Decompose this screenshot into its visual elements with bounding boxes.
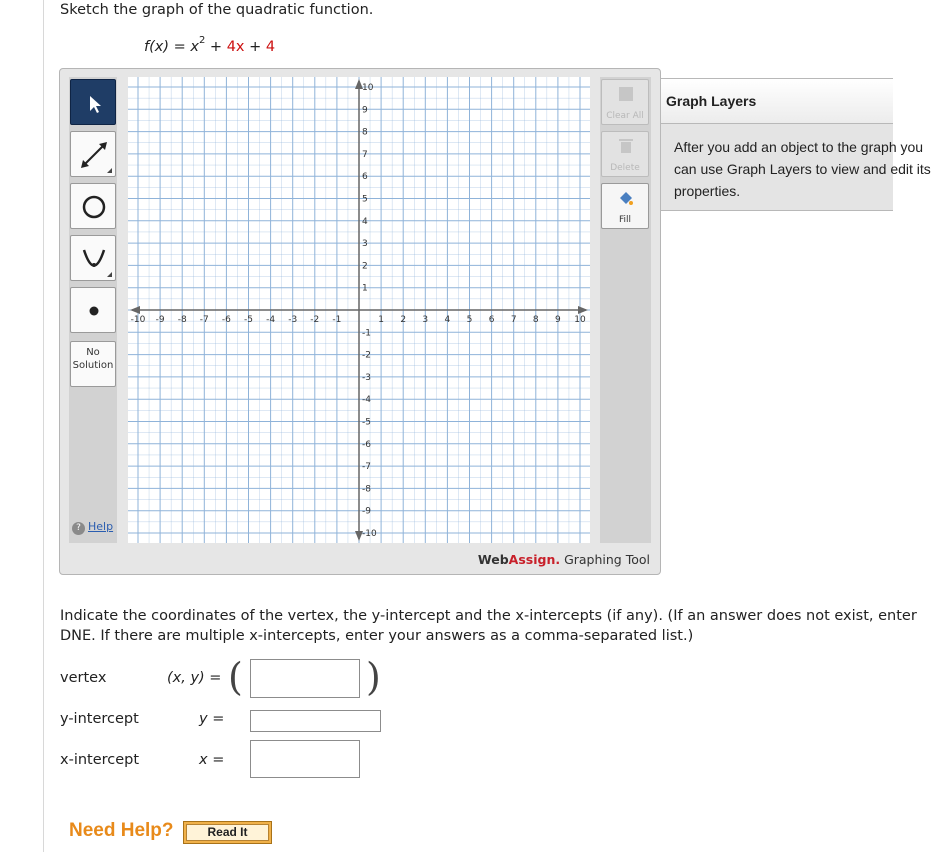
line-tool-button[interactable] xyxy=(70,131,116,177)
x-tick-label: -4 xyxy=(266,315,276,325)
graph-canvas[interactable] xyxy=(128,77,590,543)
delete-label: Delete xyxy=(610,163,640,173)
circle-icon xyxy=(71,184,117,230)
x-intercept-input[interactable] xyxy=(250,740,360,778)
y-tick-label: -6 xyxy=(362,439,371,450)
x-axis-arrow-left xyxy=(130,306,140,314)
need-help-label: Need Help? xyxy=(69,820,174,841)
webassign-brand xyxy=(478,552,650,567)
function-term-1: 4x xyxy=(226,38,245,55)
y-tick-label: 2 xyxy=(362,261,368,272)
brand-web: Web xyxy=(477,552,509,567)
x-axis-arrow-right xyxy=(578,306,588,314)
y-tick-label: -7 xyxy=(362,462,371,473)
help-icon: ? xyxy=(72,522,85,535)
y-intercept-input[interactable] xyxy=(250,710,381,732)
y-tick-label: 1 xyxy=(362,283,368,294)
y-tick-label: 7 xyxy=(362,149,368,160)
parabola-tool-button[interactable] xyxy=(70,235,116,281)
left-divider xyxy=(43,0,44,852)
y-tick-label: 6 xyxy=(362,172,368,183)
x-tick-label: 10 xyxy=(574,315,586,325)
graph-actions xyxy=(600,77,651,543)
question-prompt: Sketch the graph of the quadratic function. xyxy=(60,2,374,18)
vertex-equals: (x, y) = xyxy=(167,670,222,686)
x-tick-label: -5 xyxy=(244,315,253,325)
y-tick-label: -4 xyxy=(362,395,371,406)
graph-layers-help xyxy=(661,124,931,202)
no-solution-button[interactable] xyxy=(70,341,116,387)
y-tick-label: -5 xyxy=(362,417,371,428)
pointer-tool-button[interactable] xyxy=(70,79,116,125)
x-tick-label: 7 xyxy=(510,315,517,325)
x-tick-label: 1 xyxy=(378,315,384,325)
x-tick-label: -8 xyxy=(177,315,187,325)
x-tick-label: 4 xyxy=(444,315,451,325)
pointer-icon xyxy=(71,80,117,126)
graphing-tool xyxy=(59,68,661,575)
tool-palette xyxy=(69,77,117,543)
x-tick-label: -2 xyxy=(310,315,320,325)
help-label: Help xyxy=(88,520,114,533)
point-icon xyxy=(71,288,117,334)
function-lhs: f(x) = x xyxy=(144,38,199,55)
x-tick-label: 6 xyxy=(488,315,495,325)
function-exponent: 2 xyxy=(198,35,206,46)
brand-assign: Assign. xyxy=(508,552,561,567)
graph-layers-title: Graph Layers xyxy=(661,79,893,124)
x-tick-label: 5 xyxy=(466,315,473,325)
y-tick-label: -2 xyxy=(362,350,371,361)
read-it-button[interactable] xyxy=(183,821,272,844)
layers-help-line-3: properties. xyxy=(674,183,741,199)
x-intercept-label: x-intercept xyxy=(60,752,140,768)
right-paren: ) xyxy=(366,655,381,699)
clear-all-button[interactable] xyxy=(601,79,649,125)
help-link[interactable] xyxy=(72,520,113,535)
layers-help-line-2: can use Graph Layers to view and edit its xyxy=(674,161,931,177)
function-plus-2: + xyxy=(244,38,266,55)
y-intercept-label: y-intercept xyxy=(60,711,139,727)
no-solution-line-1: No xyxy=(86,347,100,358)
instructions xyxy=(60,606,917,646)
y-intercept-equals: y = xyxy=(199,711,225,727)
x-tick-label: -7 xyxy=(199,315,209,325)
x-tick-label: 8 xyxy=(532,315,539,325)
x-tick-label: -6 xyxy=(221,315,231,325)
circle-tool-button[interactable] xyxy=(70,183,116,229)
layers-help-line-1: After you add an object to the graph you xyxy=(674,139,924,155)
y-tick-label: -1 xyxy=(362,328,371,339)
y-tick-label: 9 xyxy=(362,105,368,116)
function-term-2: 4 xyxy=(265,38,276,55)
fill-button[interactable] xyxy=(601,183,649,229)
y-tick-label: 4 xyxy=(362,216,368,227)
x-intercept-equals: x = xyxy=(199,752,225,768)
y-tick-label: -9 xyxy=(362,506,371,517)
read-it-label: Read It xyxy=(186,824,269,841)
y-tick-label: 3 xyxy=(362,239,368,250)
y-tick-label: -8 xyxy=(362,484,371,495)
fill-label: Fill xyxy=(618,215,632,225)
vertex-label: vertex xyxy=(60,670,107,686)
y-tick-label: -3 xyxy=(362,372,371,383)
function-expression xyxy=(144,37,275,55)
corner-indicator xyxy=(107,272,112,277)
x-tick-label: -1 xyxy=(332,315,342,325)
x-tick-label: -9 xyxy=(155,315,165,325)
graph-plot-area[interactable] xyxy=(128,77,590,543)
left-paren: ( xyxy=(228,655,243,699)
x-tick-label: -3 xyxy=(288,315,298,325)
instructions-line-1: Indicate the coordinates of the vertex, the y-intercept and the x-intercepts (if any). (If an answer does not exist, enter xyxy=(60,608,917,624)
paint-bucket-icon xyxy=(618,190,634,206)
y-tick-label: 8 xyxy=(362,127,368,138)
clear-all-icon xyxy=(618,86,634,102)
y-tick-label: -10 xyxy=(362,529,377,539)
delete-button[interactable] xyxy=(601,131,649,177)
x-tick-label: -10 xyxy=(130,315,146,325)
y-tick-label: 10 xyxy=(362,83,374,93)
clear-all-label: Clear All xyxy=(606,111,644,121)
corner-indicator xyxy=(107,168,112,173)
x-tick-label: 3 xyxy=(422,315,429,325)
vertex-input[interactable] xyxy=(250,659,360,698)
instructions-line-2: DNE. If there are multiple x-intercepts, enter your answers as a comma-separated list.) xyxy=(60,628,694,644)
no-solution-line-2: Solution xyxy=(72,360,114,371)
point-tool-button[interactable] xyxy=(70,287,116,333)
graph-layers-panel xyxy=(660,78,931,211)
x-tick-label: 2 xyxy=(400,315,407,325)
trash-icon xyxy=(618,138,634,154)
brand-tool: Graphing Tool xyxy=(560,552,650,567)
function-plus-1: + xyxy=(205,38,227,55)
x-tick-label: 9 xyxy=(555,315,561,325)
y-tick-label: 5 xyxy=(362,194,368,205)
